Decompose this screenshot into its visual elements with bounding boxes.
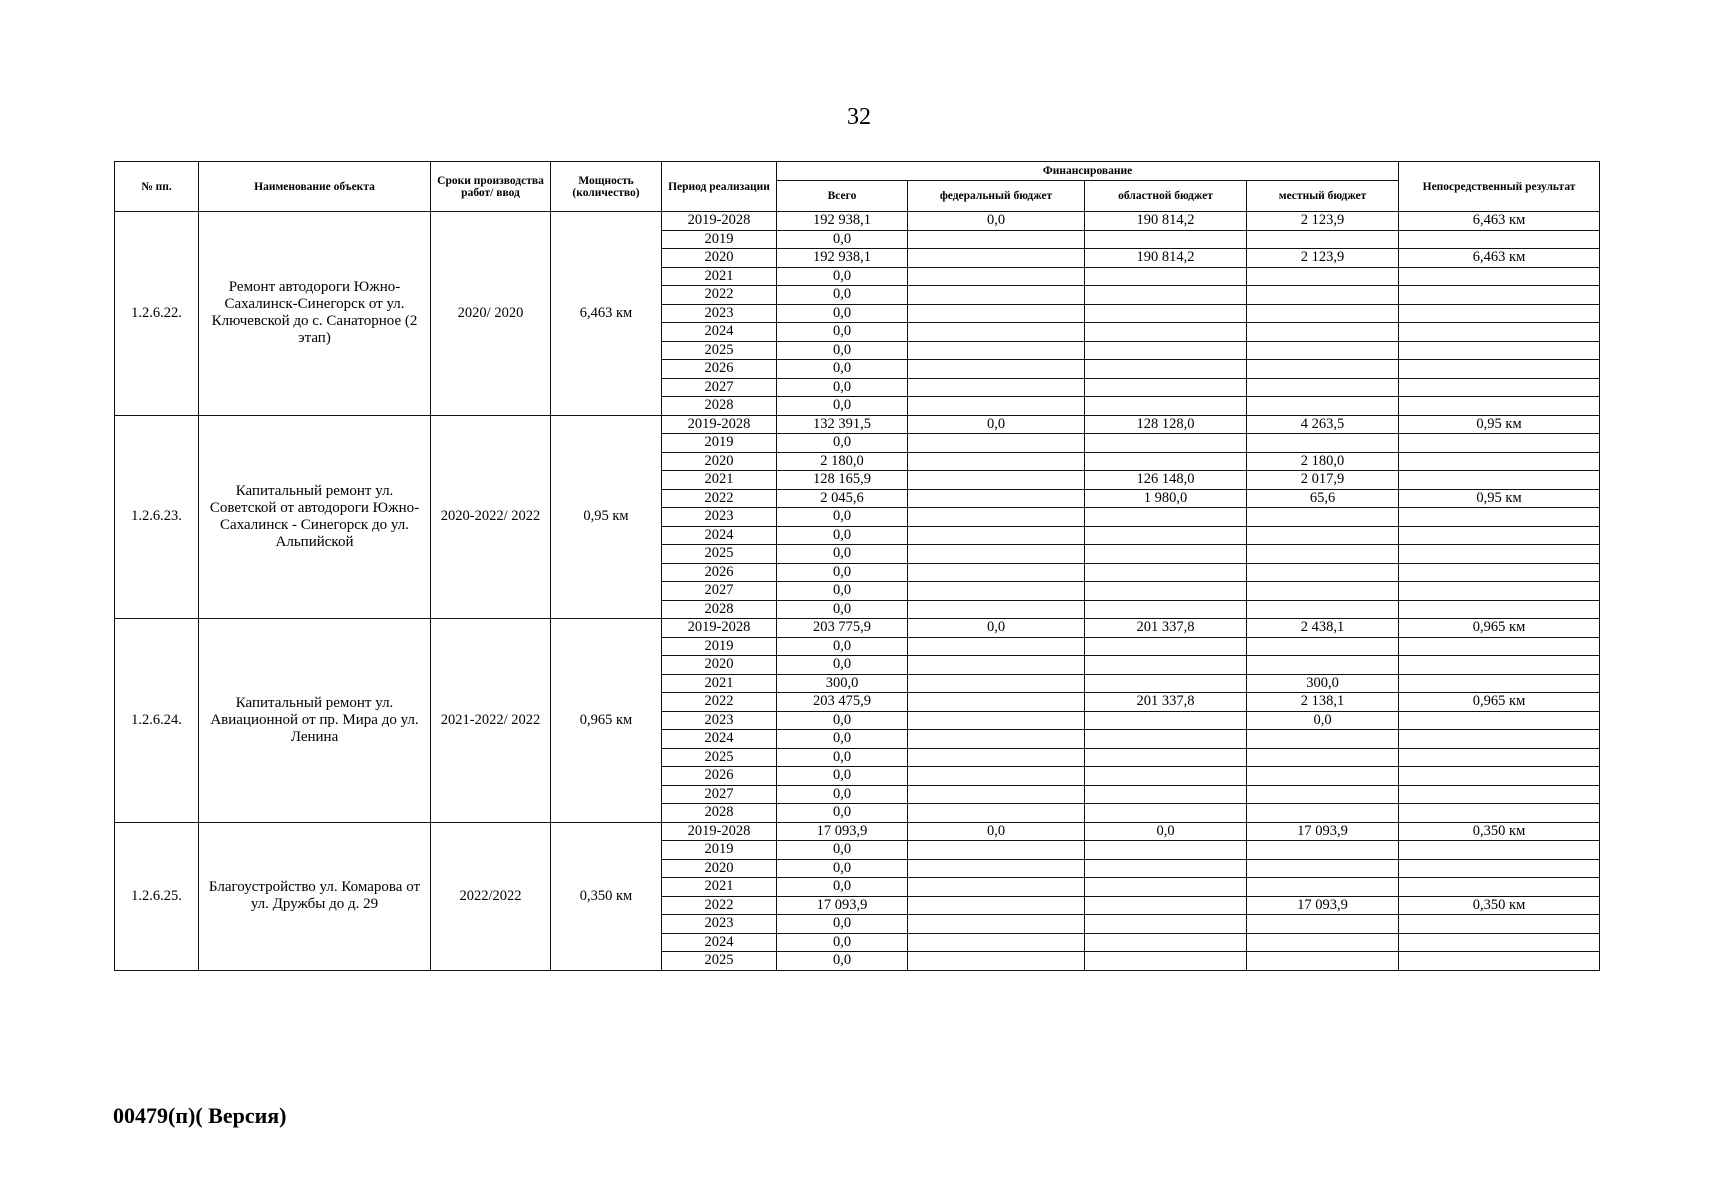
cell-total: 0,0 <box>777 804 908 823</box>
cell-result <box>1399 434 1600 453</box>
cell-local <box>1247 323 1399 342</box>
cell-result <box>1399 286 1600 305</box>
cell-regional <box>1085 452 1247 471</box>
cell-local <box>1247 915 1399 934</box>
cell-local <box>1247 397 1399 416</box>
cell-total: 0,0 <box>777 952 908 971</box>
cell-federal <box>908 304 1085 323</box>
cell-result: 0,350 км <box>1399 896 1600 915</box>
table-row <box>115 212 1600 231</box>
cell-federal <box>908 526 1085 545</box>
object-capacity: 0,95 км <box>551 415 662 619</box>
cell-local <box>1247 360 1399 379</box>
cell-period: 2022 <box>662 286 777 305</box>
cell-local: 4 263,5 <box>1247 415 1399 434</box>
cell-period: 2019 <box>662 637 777 656</box>
cell-total: 0,0 <box>777 915 908 934</box>
work-terms: 2021-2022/ 2022 <box>431 619 551 823</box>
cell-regional: 1 980,0 <box>1085 489 1247 508</box>
cell-local: 65,6 <box>1247 489 1399 508</box>
cell-result: 0,965 км <box>1399 693 1600 712</box>
cell-period: 2019 <box>662 434 777 453</box>
cell-result <box>1399 748 1600 767</box>
cell-regional <box>1085 859 1247 878</box>
cell-result <box>1399 582 1600 601</box>
cell-regional <box>1085 841 1247 860</box>
cell-total: 0,0 <box>777 526 908 545</box>
financing-table <box>114 161 1600 971</box>
cell-regional <box>1085 915 1247 934</box>
cell-local <box>1247 748 1399 767</box>
cell-regional <box>1085 582 1247 601</box>
cell-period: 2024 <box>662 730 777 749</box>
header-power: Мощность (количество) <box>551 162 662 212</box>
cell-federal: 0,0 <box>908 619 1085 638</box>
cell-regional <box>1085 526 1247 545</box>
cell-result <box>1399 841 1600 860</box>
cell-period: 2023 <box>662 508 777 527</box>
cell-period: 2023 <box>662 711 777 730</box>
cell-federal <box>908 952 1085 971</box>
cell-local <box>1247 526 1399 545</box>
cell-federal <box>908 434 1085 453</box>
cell-result <box>1399 452 1600 471</box>
cell-local: 2 438,1 <box>1247 619 1399 638</box>
cell-period: 2023 <box>662 915 777 934</box>
cell-regional <box>1085 508 1247 527</box>
cell-result <box>1399 859 1600 878</box>
cell-period: 2026 <box>662 360 777 379</box>
cell-federal <box>908 545 1085 564</box>
cell-regional <box>1085 230 1247 249</box>
cell-federal <box>908 656 1085 675</box>
cell-local <box>1247 582 1399 601</box>
cell-regional <box>1085 933 1247 952</box>
cell-local: 2 017,9 <box>1247 471 1399 490</box>
cell-local <box>1247 859 1399 878</box>
cell-federal <box>908 767 1085 786</box>
cell-total: 0,0 <box>777 748 908 767</box>
cell-result: 6,463 км <box>1399 249 1600 268</box>
object-capacity: 0,350 км <box>551 822 662 970</box>
cell-total: 0,0 <box>777 878 908 897</box>
cell-result <box>1399 730 1600 749</box>
cell-period: 2022 <box>662 489 777 508</box>
cell-result <box>1399 545 1600 564</box>
cell-local <box>1247 767 1399 786</box>
header-name: Наименование объекта <box>199 162 431 212</box>
cell-local <box>1247 878 1399 897</box>
cell-result <box>1399 378 1600 397</box>
cell-federal <box>908 859 1085 878</box>
cell-total: 203 775,9 <box>777 619 908 638</box>
cell-local <box>1247 378 1399 397</box>
cell-regional <box>1085 637 1247 656</box>
cell-federal: 0,0 <box>908 415 1085 434</box>
cell-regional <box>1085 748 1247 767</box>
cell-total: 2 180,0 <box>777 452 908 471</box>
cell-total: 0,0 <box>777 378 908 397</box>
cell-result <box>1399 952 1600 971</box>
cell-result <box>1399 933 1600 952</box>
cell-result <box>1399 323 1600 342</box>
cell-period: 2027 <box>662 785 777 804</box>
work-terms: 2020-2022/ 2022 <box>431 415 551 619</box>
cell-result: 6,463 км <box>1399 212 1600 231</box>
header-local: местный бюджет <box>1247 181 1399 212</box>
cell-result <box>1399 563 1600 582</box>
cell-federal <box>908 286 1085 305</box>
cell-period: 2027 <box>662 378 777 397</box>
cell-period: 2019-2028 <box>662 415 777 434</box>
header-total: Всего <box>777 181 908 212</box>
header-regional: областной бюджет <box>1085 181 1247 212</box>
table-row <box>115 822 1600 841</box>
cell-result: 0,965 км <box>1399 619 1600 638</box>
cell-result <box>1399 508 1600 527</box>
cell-regional <box>1085 378 1247 397</box>
cell-regional: 128 128,0 <box>1085 415 1247 434</box>
cell-regional: 0,0 <box>1085 822 1247 841</box>
cell-federal <box>908 748 1085 767</box>
cell-result <box>1399 785 1600 804</box>
cell-regional <box>1085 563 1247 582</box>
cell-regional <box>1085 545 1247 564</box>
cell-federal <box>908 933 1085 952</box>
cell-federal <box>908 360 1085 379</box>
cell-period: 2020 <box>662 656 777 675</box>
cell-period: 2019 <box>662 841 777 860</box>
cell-result: 0,350 км <box>1399 822 1600 841</box>
cell-regional <box>1085 767 1247 786</box>
cell-local <box>1247 545 1399 564</box>
cell-local: 0,0 <box>1247 711 1399 730</box>
cell-regional <box>1085 711 1247 730</box>
cell-period: 2021 <box>662 471 777 490</box>
cell-result <box>1399 304 1600 323</box>
cell-local: 2 138,1 <box>1247 693 1399 712</box>
cell-total: 192 938,1 <box>777 212 908 231</box>
header-federal: федеральный бюджет <box>908 181 1085 212</box>
cell-federal <box>908 323 1085 342</box>
cell-regional <box>1085 286 1247 305</box>
cell-regional: 201 337,8 <box>1085 693 1247 712</box>
cell-regional: 126 148,0 <box>1085 471 1247 490</box>
table-row <box>115 619 1600 638</box>
cell-total: 0,0 <box>777 859 908 878</box>
cell-period: 2028 <box>662 600 777 619</box>
cell-period: 2022 <box>662 693 777 712</box>
cell-total: 2 045,6 <box>777 489 908 508</box>
cell-total: 0,0 <box>777 341 908 360</box>
cell-regional: 190 814,2 <box>1085 212 1247 231</box>
cell-total: 0,0 <box>777 304 908 323</box>
object-number: 1.2.6.24. <box>115 619 199 823</box>
cell-result <box>1399 267 1600 286</box>
cell-period: 2020 <box>662 249 777 268</box>
cell-total: 0,0 <box>777 563 908 582</box>
object-capacity: 6,463 км <box>551 212 662 416</box>
cell-period: 2025 <box>662 545 777 564</box>
cell-period: 2025 <box>662 748 777 767</box>
cell-regional <box>1085 341 1247 360</box>
cell-federal <box>908 452 1085 471</box>
header-result: Непосредственный результат <box>1399 162 1600 212</box>
cell-result: 0,95 км <box>1399 489 1600 508</box>
cell-local: 2 123,9 <box>1247 212 1399 231</box>
cell-total: 128 165,9 <box>777 471 908 490</box>
cell-total: 0,0 <box>777 711 908 730</box>
cell-regional <box>1085 896 1247 915</box>
cell-period: 2022 <box>662 896 777 915</box>
object-name: Благоустройство ул. Комарова от ул. Дружбы до д. 29 <box>199 822 431 970</box>
document-version-footer: 00479(п)( Версия) <box>113 1103 287 1128</box>
cell-total: 0,0 <box>777 933 908 952</box>
cell-regional <box>1085 600 1247 619</box>
cell-federal <box>908 896 1085 915</box>
cell-period: 2028 <box>662 804 777 823</box>
object-number: 1.2.6.22. <box>115 212 199 416</box>
cell-total: 0,0 <box>777 545 908 564</box>
cell-local: 300,0 <box>1247 674 1399 693</box>
cell-federal <box>908 637 1085 656</box>
object-capacity: 0,965 км <box>551 619 662 823</box>
cell-local: 17 093,9 <box>1247 822 1399 841</box>
object-name: Ремонт автодороги Южно-Сахалинск-Синегорск от ул. Ключевской до с. Санаторное (2 этап) <box>199 212 431 416</box>
cell-result <box>1399 637 1600 656</box>
cell-federal <box>908 489 1085 508</box>
cell-total: 0,0 <box>777 397 908 416</box>
cell-period: 2024 <box>662 323 777 342</box>
cell-local: 17 093,9 <box>1247 896 1399 915</box>
cell-regional <box>1085 730 1247 749</box>
cell-federal: 0,0 <box>908 822 1085 841</box>
cell-regional <box>1085 804 1247 823</box>
cell-result <box>1399 397 1600 416</box>
cell-local <box>1247 841 1399 860</box>
cell-regional: 201 337,8 <box>1085 619 1247 638</box>
cell-federal <box>908 674 1085 693</box>
cell-federal <box>908 378 1085 397</box>
cell-result <box>1399 360 1600 379</box>
cell-local <box>1247 563 1399 582</box>
object-number: 1.2.6.25. <box>115 822 199 970</box>
cell-local <box>1247 730 1399 749</box>
cell-regional <box>1085 323 1247 342</box>
cell-federal <box>908 785 1085 804</box>
cell-regional <box>1085 674 1247 693</box>
cell-federal <box>908 915 1085 934</box>
cell-local: 2 123,9 <box>1247 249 1399 268</box>
table-body <box>115 212 1600 971</box>
cell-period: 2019-2028 <box>662 619 777 638</box>
cell-period: 2019-2028 <box>662 822 777 841</box>
cell-local <box>1247 304 1399 323</box>
cell-local: 2 180,0 <box>1247 452 1399 471</box>
cell-period: 2021 <box>662 267 777 286</box>
cell-result <box>1399 674 1600 693</box>
cell-total: 17 093,9 <box>777 822 908 841</box>
cell-result <box>1399 711 1600 730</box>
cell-local <box>1247 933 1399 952</box>
object-name: Капитальный ремонт ул. Советской от автодороги Южно-Сахалинск - Синегорск до ул. Альпийской <box>199 415 431 619</box>
table-header <box>115 162 1600 212</box>
header-num: № пп. <box>115 162 199 212</box>
cell-result <box>1399 804 1600 823</box>
cell-regional <box>1085 656 1247 675</box>
cell-period: 2023 <box>662 304 777 323</box>
cell-result <box>1399 471 1600 490</box>
object-name: Капитальный ремонт ул. Авиационной от пр. Мира до ул. Ленина <box>199 619 431 823</box>
cell-period: 2019-2028 <box>662 212 777 231</box>
cell-regional <box>1085 267 1247 286</box>
work-terms: 2020/ 2020 <box>431 212 551 416</box>
cell-federal <box>908 711 1085 730</box>
cell-result <box>1399 341 1600 360</box>
cell-total: 0,0 <box>777 508 908 527</box>
cell-total: 0,0 <box>777 360 908 379</box>
cell-local <box>1247 637 1399 656</box>
work-terms: 2022/2022 <box>431 822 551 970</box>
cell-regional <box>1085 785 1247 804</box>
cell-federal <box>908 600 1085 619</box>
cell-result: 0,95 км <box>1399 415 1600 434</box>
cell-total: 17 093,9 <box>777 896 908 915</box>
cell-total: 0,0 <box>777 600 908 619</box>
cell-result <box>1399 526 1600 545</box>
cell-total: 0,0 <box>777 582 908 601</box>
cell-period: 2021 <box>662 674 777 693</box>
cell-period: 2021 <box>662 878 777 897</box>
cell-total: 0,0 <box>777 323 908 342</box>
cell-regional <box>1085 952 1247 971</box>
cell-period: 2020 <box>662 859 777 878</box>
cell-regional <box>1085 434 1247 453</box>
cell-local <box>1247 267 1399 286</box>
cell-total: 0,0 <box>777 286 908 305</box>
cell-result <box>1399 878 1600 897</box>
cell-federal <box>908 841 1085 860</box>
cell-federal <box>908 397 1085 416</box>
cell-period: 2026 <box>662 563 777 582</box>
cell-local <box>1247 508 1399 527</box>
cell-total: 0,0 <box>777 730 908 749</box>
cell-result <box>1399 600 1600 619</box>
cell-federal <box>908 471 1085 490</box>
cell-federal <box>908 249 1085 268</box>
cell-local <box>1247 785 1399 804</box>
cell-total: 0,0 <box>777 230 908 249</box>
cell-total: 192 938,1 <box>777 249 908 268</box>
cell-federal <box>908 563 1085 582</box>
header-terms: Сроки производства работ/ ввод <box>431 162 551 212</box>
cell-period: 2027 <box>662 582 777 601</box>
cell-period: 2019 <box>662 230 777 249</box>
cell-period: 2020 <box>662 452 777 471</box>
cell-regional: 190 814,2 <box>1085 249 1247 268</box>
cell-local <box>1247 286 1399 305</box>
cell-period: 2025 <box>662 341 777 360</box>
cell-result <box>1399 230 1600 249</box>
page-number: 32 <box>847 104 871 130</box>
cell-local <box>1247 952 1399 971</box>
cell-regional <box>1085 304 1247 323</box>
cell-total: 0,0 <box>777 656 908 675</box>
cell-federal <box>908 582 1085 601</box>
cell-result <box>1399 915 1600 934</box>
cell-total: 0,0 <box>777 785 908 804</box>
header-financing: Финансирование <box>777 162 1399 181</box>
cell-result <box>1399 767 1600 786</box>
cell-total: 0,0 <box>777 637 908 656</box>
cell-federal <box>908 508 1085 527</box>
cell-local <box>1247 434 1399 453</box>
cell-local <box>1247 341 1399 360</box>
cell-total: 0,0 <box>777 767 908 786</box>
cell-local <box>1247 804 1399 823</box>
cell-federal <box>908 267 1085 286</box>
cell-period: 2025 <box>662 952 777 971</box>
cell-federal <box>908 804 1085 823</box>
cell-total: 0,0 <box>777 434 908 453</box>
cell-result <box>1399 656 1600 675</box>
cell-total: 0,0 <box>777 267 908 286</box>
cell-regional <box>1085 878 1247 897</box>
cell-regional <box>1085 397 1247 416</box>
cell-federal <box>908 230 1085 249</box>
cell-period: 2026 <box>662 767 777 786</box>
cell-local <box>1247 230 1399 249</box>
table-row <box>115 415 1600 434</box>
cell-total: 0,0 <box>777 841 908 860</box>
cell-federal <box>908 730 1085 749</box>
cell-federal <box>908 693 1085 712</box>
cell-local <box>1247 600 1399 619</box>
cell-period: 2024 <box>662 933 777 952</box>
cell-period: 2024 <box>662 526 777 545</box>
cell-regional <box>1085 360 1247 379</box>
cell-period: 2028 <box>662 397 777 416</box>
object-number: 1.2.6.23. <box>115 415 199 619</box>
cell-total: 203 475,9 <box>777 693 908 712</box>
cell-federal <box>908 341 1085 360</box>
cell-local <box>1247 656 1399 675</box>
cell-federal <box>908 878 1085 897</box>
cell-federal: 0,0 <box>908 212 1085 231</box>
cell-total: 132 391,5 <box>777 415 908 434</box>
cell-total: 300,0 <box>777 674 908 693</box>
header-period: Период реализации <box>662 162 777 212</box>
